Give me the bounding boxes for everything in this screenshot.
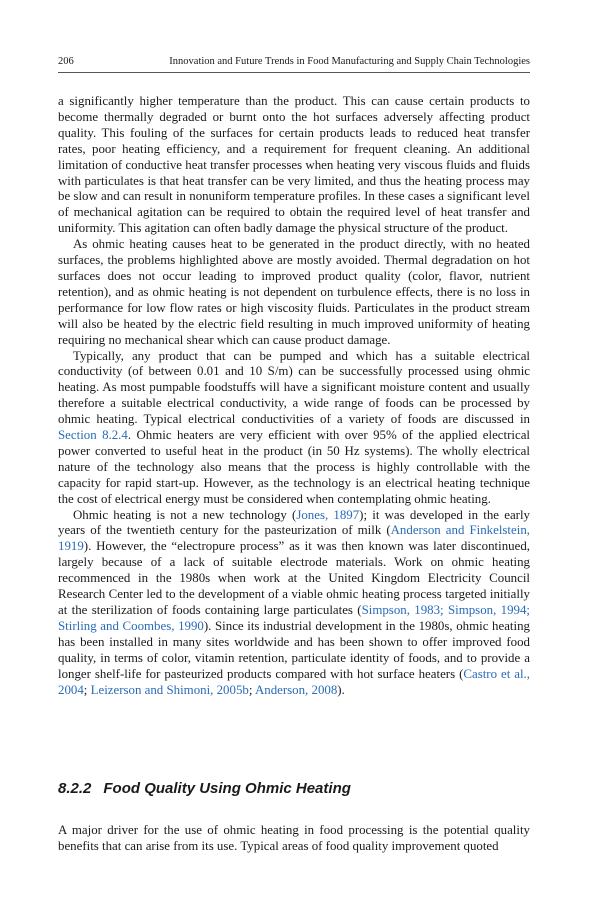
section-link[interactable]: Section 8.2.4 bbox=[58, 428, 128, 443]
paragraph-4-text-c: ). However, the “electropure process” as it was then known was later discontinued, largely because of a lack of suitable electrode materials. Work on ohmic heating recommenced in the 1980s when work at the United Kingdom Electricity Council Research Center led to the development of a viable ohmic heating process targeted initially at the sterilization of foods containing large particulates ( bbox=[58, 539, 530, 617]
running-head: Innovation and Future Trends in Food Manufacturing and Supply Chain Technologies bbox=[169, 56, 530, 67]
page-header bbox=[58, 56, 530, 73]
page-number: 206 bbox=[58, 56, 74, 67]
paragraph-3-text-a: Typically, any product that can be pumped and which has a suitable electrical conductivity (of between 0.01 and 10 S/m) can be successfully processed using ohmic heating. As most pumpable foodstuffs will have a significant moisture content and usually therefore a suitable electrical conductivity, a wide range of foods can be processed by ohmic heating. Typical electrical conductivities of a variety of foods are discussed in bbox=[58, 348, 530, 427]
body-text bbox=[58, 94, 530, 698]
paragraph-4-text-b: ); it was developed in the early years of the twentieth century for the pasteurization of milk ( bbox=[58, 507, 530, 538]
paragraph-4 bbox=[58, 508, 530, 699]
section-heading bbox=[58, 780, 530, 797]
paragraph-4-text-d: ). Since its industrial development in the 1980s, ohmic heating has been installed in many sites worldwide and has been shown to offer improved food quality, in terms of color, vitamin retention, particulate identity of foods, and to provide a longer shelf-life for pasteurized products compared with hot surface heaters ( bbox=[58, 618, 530, 681]
paragraph-4-text-e: ). bbox=[337, 682, 345, 697]
paragraph-1: a significantly higher temperature than the product. This can cause certain products to become thermally degraded or burnt onto the hot surfaces adversely affecting product quality. This fouling of the surfaces for certain products leads to reduced heat transfer rates, poor heating efficiency, and a requirement for frequent cleaning. An additional limitation of conductive heat transfer processes when heating very viscous fluids and fluids with particulates is that heat transfer can be very limited, and thus the heating process may be slow and can result in nonuniform temperature profiles. In these cases a significant level of mechanical agitation can be required to obtain the required level of heat transfer and uniformity. This agitation can often badly damage the physical structure of the product. bbox=[58, 94, 530, 236]
citation-link[interactable]: Castro et al., 2004 bbox=[58, 666, 530, 697]
citation-link[interactable]: Jones, 1897 bbox=[296, 507, 360, 522]
citation-link[interactable]: Leizerson and Shimoni, 2005b bbox=[90, 682, 249, 697]
paragraph-4-text-a: Ohmic heating is not a new technology ( bbox=[73, 507, 297, 522]
paragraph-2: As ohmic heating causes heat to be generated in the product directly, with no heated surfaces, the problems highlighted above are mostly avoided. Thermal degradation on hot surfaces does not occur leading to improved product quality (color, flavor, nutrient retention), and as ohmic heating is not dependent on turbulence effects, there is no loss in performance for low flow rates or high viscosity fluids. Particulates in the product stream will also be heated by the electric field resulting in much improved uniformity of heating requiring no mechanical shear which can cause product damage. bbox=[58, 237, 530, 347]
section-title: Food Quality Using Ohmic Heating bbox=[103, 780, 351, 797]
citation-link[interactable]: Simpson, 1983; Simpson, 1994; Stirling and Coombes, 1990 bbox=[58, 603, 530, 633]
section-body bbox=[58, 810, 530, 868]
citation-link[interactable]: Anderson and Finkelstein, 1919 bbox=[58, 523, 530, 554]
section-number: 8.2.2 bbox=[58, 780, 92, 797]
paragraph-3 bbox=[58, 349, 530, 508]
citation-separator: ; bbox=[248, 682, 255, 697]
section-paragraph: A major driver for the use of ohmic heating in food processing is the potential quality benefits that can arise from its use. Typical areas of food quality improvement quoted bbox=[58, 822, 530, 853]
citation-separator: ; bbox=[83, 682, 91, 697]
citation-link[interactable]: Anderson, 2008 bbox=[254, 682, 338, 697]
paragraph-3-text-b: . Ohmic heaters are very efficient with over 95% of the applied electrical power converted to useful heat in the product (in 50 Hz systems). The wholly electrical nature of the technology also means that the process is highly controllable with the capacity for rapid start-up. However, as the technology is an electrical heating technique the cost of electrical energy must be considered when contemplating ohmic heating. bbox=[58, 428, 530, 506]
